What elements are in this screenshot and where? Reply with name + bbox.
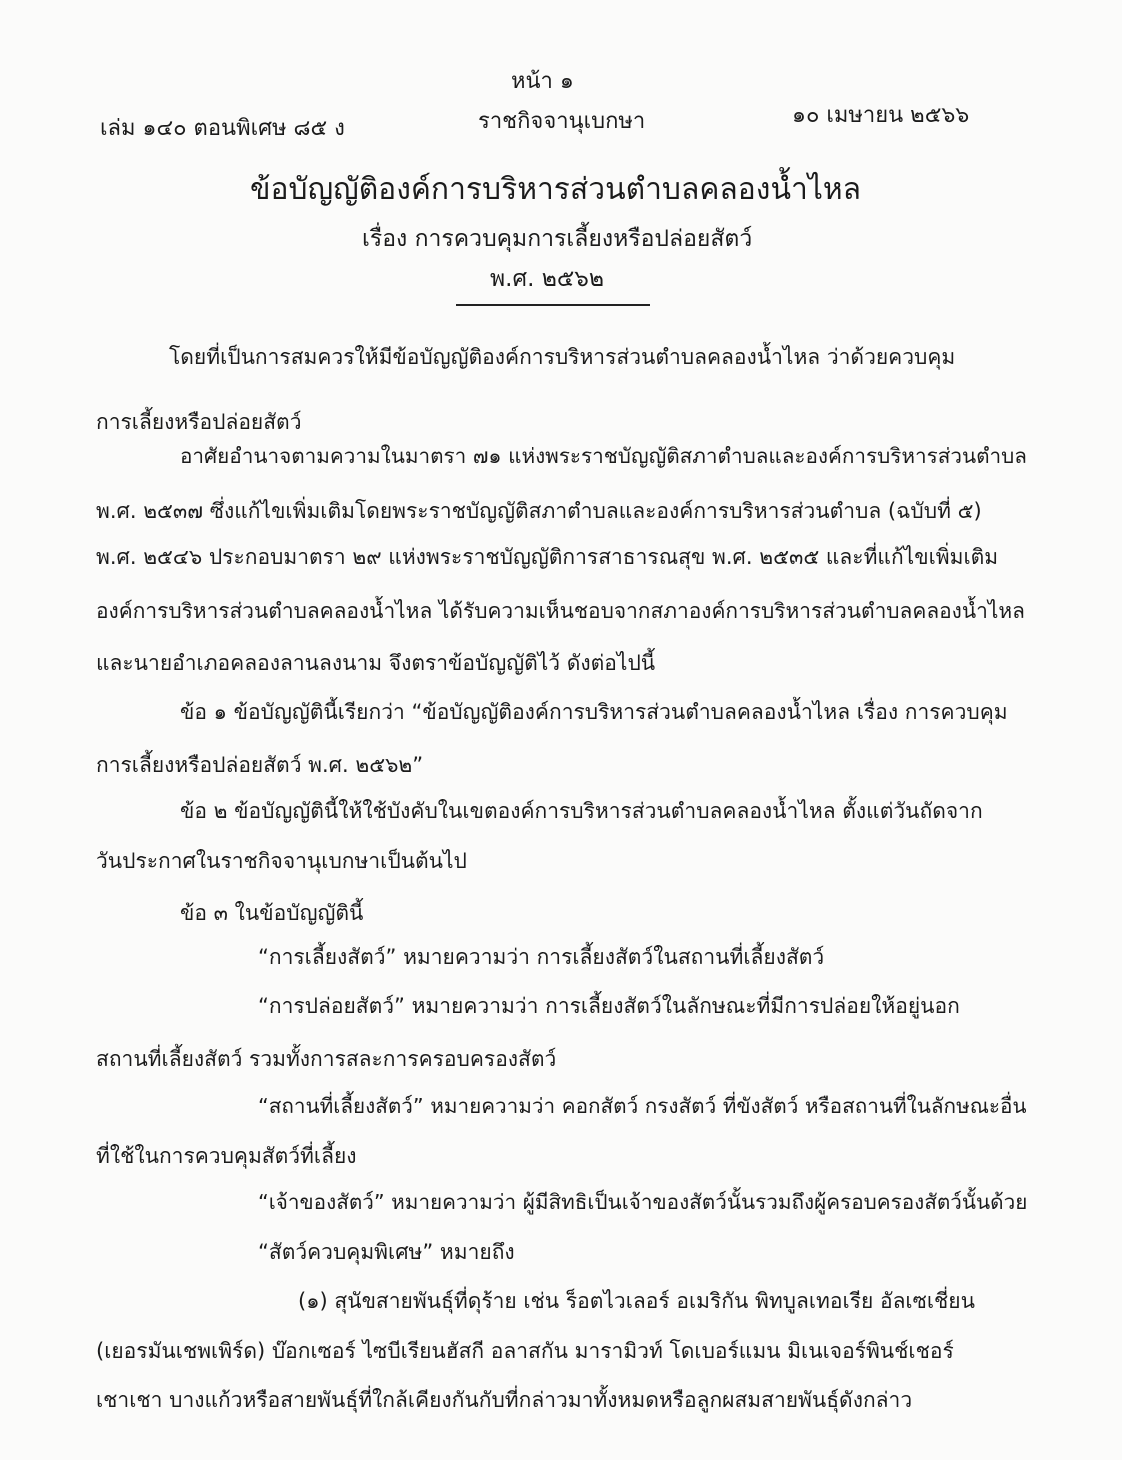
gazette-issue: เล่ม ๑๔๐ ตอนพิเศษ ๘๕ ง bbox=[100, 116, 345, 141]
body-line: “เจ้าของสัตว์” หมายความว่า ผู้มีสิทธิเป็นเจ้าของสัตว์นั้นรวมถึงผู้ครอบครองสัตว์นั้นด้วย bbox=[258, 1190, 1028, 1214]
body-line: (เยอรมันเชพเพิร์ด) บ๊อกเซอร์ ไซบีเรียนฮัสกี อลาสกัน มารามิวท์ โดเบอร์แมน มิเนเจอร์พินช์เชอร์ bbox=[96, 1339, 954, 1363]
body-line: การเลี้ยงหรือปล่อยสัตว์ bbox=[96, 410, 302, 434]
body-line: พ.ศ. ๒๕๔๖ ประกอบมาตรา ๒๙ แห่งพระราชบัญญัติการสาธารณสุข พ.ศ. ๒๕๓๕ และที่แก้ไขเพิ่มเติม bbox=[96, 545, 999, 569]
body-line: สถานที่เลี้ยงสัตว์ รวมทั้งการสละการครอบครองสัตว์ bbox=[96, 1047, 557, 1071]
body-line: ข้อ ๒ ข้อบัญญัตินี้ให้ใช้บังคับในเขตองค์การบริหารส่วนตำบลคลองน้ำไหล ตั้งแต่วันถัดจาก bbox=[180, 799, 983, 823]
body-line: ข้อ ๓ ในข้อบัญญัตินี้ bbox=[180, 901, 364, 925]
body-line: “การเลี้ยงสัตว์” หมายความว่า การเลี้ยงสัตว์ในสถานที่เลี้ยงสัตว์ bbox=[258, 945, 825, 969]
body-line: “การปล่อยสัตว์” หมายความว่า การเลี้ยงสัตว์ในลักษณะที่มีการปล่อยให้อยู่นอก bbox=[258, 994, 960, 1018]
body-line: พ.ศ. ๒๕๓๗ ซึ่งแก้ไขเพิ่มเติมโดยพระราชบัญญัติสภาตำบลและองค์การบริหารส่วนตำบล (ฉบับที่ ๕) bbox=[96, 499, 982, 523]
body-line: “สัตว์ควบคุมพิเศษ” หมายถึง bbox=[258, 1240, 515, 1264]
body-line: ที่ใช้ในการควบคุมสัตว์ที่เลี้ยง bbox=[96, 1144, 357, 1168]
body-line: อาศัยอำนาจตามความในมาตรา ๗๑ แห่งพระราชบัญญัติสภาตำบลและองค์การบริหารส่วนตำบล bbox=[180, 444, 1027, 468]
page-number: หน้า ๑ bbox=[511, 69, 574, 94]
body-line: องค์การบริหารส่วนตำบลคลองน้ำไหล ได้รับความเห็นชอบจากสภาองค์การบริหารส่วนตำบลคลองน้ำไหล bbox=[96, 599, 1025, 623]
gazette-name: ราชกิจจานุเบกษา bbox=[478, 109, 646, 134]
body-line: (๑) สุนัขสายพันธุ์ที่ดุร้าย เช่น ร็อตไวเลอร์ อเมริกัน พิทบูลเทอเรีย อัลเซเชี่ยน bbox=[298, 1289, 975, 1313]
body-line: วันประกาศในราชกิจจานุเบกษาเป็นต้นไป bbox=[96, 849, 467, 873]
body-line: ข้อ ๑ ข้อบัญญัตินี้เรียกว่า “ข้อบัญญัติองค์การบริหารส่วนตำบลคลองน้ำไหล เรื่อง การควบคุม bbox=[180, 700, 1008, 724]
body-line: “สถานที่เลี้ยงสัตว์” หมายความว่า คอกสัตว์ กรงสัตว์ ที่ขังสัตว์ หรือสถานที่ในลักษณะอื่น bbox=[258, 1094, 1027, 1118]
title-divider bbox=[456, 304, 650, 306]
body-line: และนายอำเภอคลองลานลงนาม จึงตราข้อบัญญัติไว้ ดังต่อไปนี้ bbox=[96, 651, 656, 675]
gazette-date: ๑๐ เมษายน ๒๕๖๖ bbox=[792, 103, 970, 128]
document-subject: เรื่อง การควบคุมการเลี้ยงหรือปล่อยสัตว์ bbox=[362, 226, 753, 252]
document-title: ข้อบัญญัติองค์การบริหารส่วนตำบลคลองน้ำไหล bbox=[250, 172, 862, 207]
document-year: พ.ศ. ๒๕๖๒ bbox=[490, 266, 605, 292]
body-line: เชาเชา บางแก้วหรือสายพันธุ์ที่ใกล้เคียงกันกับที่กล่าวมาทั้งหมดหรือลูกผสมสายพันธุ์ดังกล่าว bbox=[96, 1388, 913, 1412]
body-line: การเลี้ยงหรือปล่อยสัตว์ พ.ศ. ๒๕๖๒” bbox=[96, 753, 424, 777]
body-line: โดยที่เป็นการสมควรให้มีข้อบัญญัติองค์การบริหารส่วนตำบลคลองน้ำไหล ว่าด้วยควบคุม bbox=[169, 345, 956, 369]
